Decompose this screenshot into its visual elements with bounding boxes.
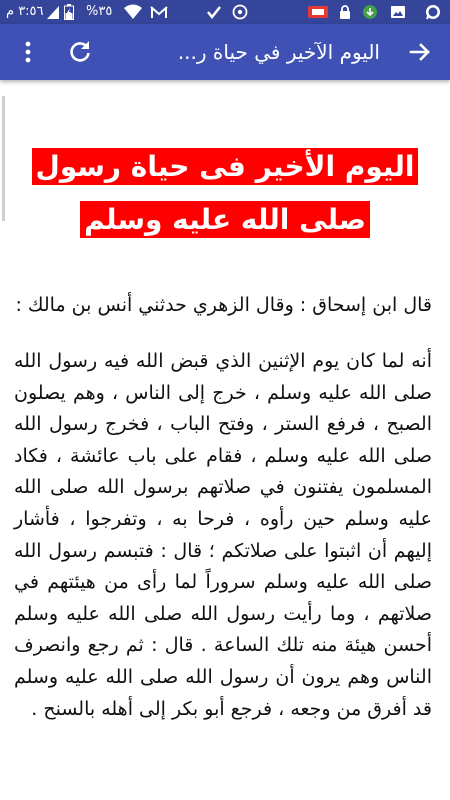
refresh-icon — [60, 32, 100, 72]
image-icon — [390, 4, 406, 20]
article-body: أنه لما كان يوم الإثنين الذي قبض الله فيه رسول الله صلى الله عليه وسلم ، خرج إلى الناس ، وهم يصلون الصبح ، فرفع الستر ، وفتح الباب ، فخرج رسول الله صلى الله عليه وسلم ، فقام على باب عائشة ، فكاد المسلمون يفتنون في صلاتهم برسول الله صلى الله عليه وسلم حين رأوه ، فرحا به ، وتفرجوا ، فأشار إليهم أن اثبتوا على صلاتكم ؛ قال : فتبسم رسول الله صلى الله عليه وسلم سروراً لما رأى من هيئتهم في صلاتهم ، وما رأيت رسول الله صلى الله عليه وسلم أحسن هيئة منه تلك الساعة . قال : ثم رجع وانصرف الناس وهم يرون أن رسول الله صلى الله عليه وسلم قد أفرق من وجعه ، فرجع أبو بكر إلى أهله بالسنح . — [14, 350, 432, 720]
scrollbar[interactable] — [2, 96, 5, 221]
check-icon — [206, 4, 222, 20]
more-vert-icon — [8, 32, 48, 72]
article-heading-text: اليوم الأخير فى حياة رسول صلى الله عليه وسلم — [32, 148, 419, 238]
app-bar-title: اليوم الآخير في حياة ر... — [177, 40, 380, 64]
app-bar — [0, 24, 450, 80]
refresh-button[interactable] — [60, 32, 100, 72]
battery-percent: %٣٥ — [86, 4, 113, 19]
forward-button[interactable] — [400, 32, 440, 72]
wifi-icon — [124, 4, 142, 20]
vpn-icon — [232, 4, 248, 20]
lock-icon — [338, 4, 352, 20]
arrow-forward-icon — [400, 32, 440, 72]
mail-icon — [150, 4, 168, 20]
download-icon — [362, 4, 378, 20]
signal-icon — [46, 4, 60, 20]
whatsapp-icon — [424, 4, 442, 20]
status-bar — [0, 0, 450, 24]
status-time: ٣:٥٦ م — [6, 4, 44, 19]
article-heading — [18, 140, 432, 246]
article-intro: قال ابن إسحاق : وقال الزهري حدثني أنس بن مالك : — [15, 294, 432, 316]
video-icon — [308, 4, 328, 20]
more-options-button[interactable] — [8, 32, 48, 72]
battery-icon — [64, 4, 74, 20]
